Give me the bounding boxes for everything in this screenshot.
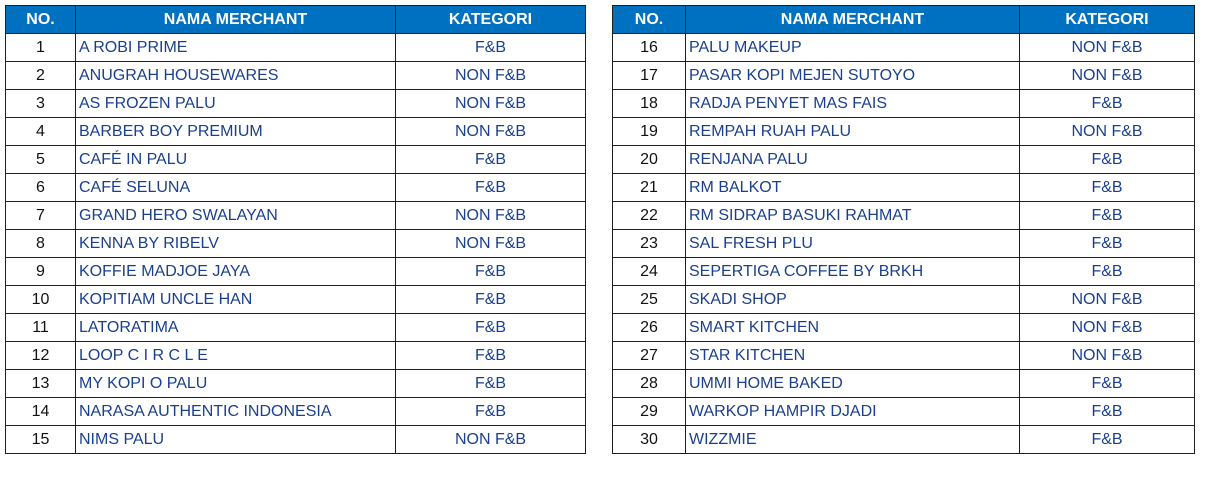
table-row bbox=[6, 286, 586, 314]
row-number: 3 bbox=[6, 90, 76, 118]
table-row bbox=[613, 342, 1195, 370]
category-cell: NON F&B bbox=[1020, 314, 1195, 342]
table-row bbox=[613, 426, 1195, 454]
table-row bbox=[613, 286, 1195, 314]
row-number: 9 bbox=[6, 258, 76, 286]
merchant-name-cell: SEPERTIGA COFFEE BY BRKH bbox=[686, 258, 1020, 286]
category-cell: NON F&B bbox=[396, 62, 586, 90]
merchant-name-cell: SMART KITCHEN bbox=[686, 314, 1020, 342]
category-cell: F&B bbox=[1020, 146, 1195, 174]
row-number: 8 bbox=[6, 230, 76, 258]
table-row bbox=[6, 398, 586, 426]
category-cell: F&B bbox=[1020, 426, 1195, 454]
table-row bbox=[613, 370, 1195, 398]
table-row bbox=[6, 230, 586, 258]
category-cell: NON F&B bbox=[1020, 342, 1195, 370]
row-number: 11 bbox=[6, 314, 76, 342]
merchant-name-cell: REMPAH RUAH PALU bbox=[686, 118, 1020, 146]
merchant-name-cell: WARKOP HAMPIR DJADI bbox=[686, 398, 1020, 426]
category-cell: F&B bbox=[396, 342, 586, 370]
table-row bbox=[613, 118, 1195, 146]
table-row bbox=[6, 370, 586, 398]
row-number: 21 bbox=[613, 174, 686, 202]
merchant-name-cell: LOOP C I R C L E bbox=[76, 342, 396, 370]
row-number: 22 bbox=[613, 202, 686, 230]
merchant-name-cell: SKADI SHOP bbox=[686, 286, 1020, 314]
table-row bbox=[613, 146, 1195, 174]
category-cell: F&B bbox=[1020, 230, 1195, 258]
row-number: 13 bbox=[6, 370, 76, 398]
table-row bbox=[6, 62, 586, 90]
table-header-row bbox=[6, 6, 586, 34]
merchant-name-cell: AS FROZEN PALU bbox=[76, 90, 396, 118]
merchant-name-cell: KOFFIE MADJOE JAYA bbox=[76, 258, 396, 286]
merchant-name-cell: STAR KITCHEN bbox=[686, 342, 1020, 370]
merchant-table-left bbox=[5, 5, 586, 454]
category-cell: F&B bbox=[396, 314, 586, 342]
merchant-name-cell: ANUGRAH HOUSEWARES bbox=[76, 62, 396, 90]
category-cell: F&B bbox=[1020, 258, 1195, 286]
merchant-name-cell: SAL FRESH PLU bbox=[686, 230, 1020, 258]
category-cell: NON F&B bbox=[396, 426, 586, 454]
merchant-name-cell: NARASA AUTHENTIC INDONESIA bbox=[76, 398, 396, 426]
table-row bbox=[613, 202, 1195, 230]
table-row bbox=[6, 118, 586, 146]
category-cell: NON F&B bbox=[1020, 62, 1195, 90]
row-number: 20 bbox=[613, 146, 686, 174]
row-number: 1 bbox=[6, 34, 76, 62]
category-cell: F&B bbox=[396, 146, 586, 174]
category-cell: F&B bbox=[396, 34, 586, 62]
table-row bbox=[613, 90, 1195, 118]
table-row bbox=[613, 398, 1195, 426]
merchant-name-cell: A ROBI PRIME bbox=[76, 34, 396, 62]
row-number: 4 bbox=[6, 118, 76, 146]
merchant-name-cell: PALU MAKEUP bbox=[686, 34, 1020, 62]
merchant-name-cell: BARBER BOY PREMIUM bbox=[76, 118, 396, 146]
merchant-name-cell: PASAR KOPI MEJEN SUTOYO bbox=[686, 62, 1020, 90]
header-category: KATEGORI bbox=[1020, 6, 1195, 34]
category-cell: NON F&B bbox=[396, 90, 586, 118]
header-merchant-name: NAMA MERCHANT bbox=[686, 6, 1020, 34]
merchant-name-cell: LATORATIMA bbox=[76, 314, 396, 342]
category-cell: F&B bbox=[396, 370, 586, 398]
merchant-name-cell: RENJANA PALU bbox=[686, 146, 1020, 174]
merchant-name-cell: MY KOPI O PALU bbox=[76, 370, 396, 398]
header-merchant-name: NAMA MERCHANT bbox=[76, 6, 396, 34]
table-row bbox=[6, 342, 586, 370]
category-cell: NON F&B bbox=[396, 118, 586, 146]
row-number: 29 bbox=[613, 398, 686, 426]
category-cell: F&B bbox=[1020, 202, 1195, 230]
category-cell: F&B bbox=[1020, 90, 1195, 118]
table-row bbox=[6, 90, 586, 118]
table-row bbox=[613, 62, 1195, 90]
row-number: 16 bbox=[613, 34, 686, 62]
header-category: KATEGORI bbox=[396, 6, 586, 34]
category-cell: NON F&B bbox=[1020, 118, 1195, 146]
table-row bbox=[613, 230, 1195, 258]
table-row bbox=[6, 314, 586, 342]
row-number: 12 bbox=[6, 342, 76, 370]
category-cell: F&B bbox=[1020, 174, 1195, 202]
merchant-name-cell: UMMI HOME BAKED bbox=[686, 370, 1020, 398]
table-header-row bbox=[613, 6, 1195, 34]
category-cell: F&B bbox=[396, 174, 586, 202]
table-row bbox=[613, 258, 1195, 286]
row-number: 5 bbox=[6, 146, 76, 174]
category-cell: NON F&B bbox=[396, 230, 586, 258]
row-number: 17 bbox=[613, 62, 686, 90]
row-number: 14 bbox=[6, 398, 76, 426]
row-number: 26 bbox=[613, 314, 686, 342]
merchant-name-cell: KOPITIAM UNCLE HAN bbox=[76, 286, 396, 314]
row-number: 7 bbox=[6, 202, 76, 230]
row-number: 27 bbox=[613, 342, 686, 370]
table-row bbox=[6, 34, 586, 62]
row-number: 28 bbox=[613, 370, 686, 398]
header-no: NO. bbox=[613, 6, 686, 34]
header-no: NO. bbox=[6, 6, 76, 34]
row-number: 25 bbox=[613, 286, 686, 314]
row-number: 2 bbox=[6, 62, 76, 90]
merchant-name-cell: CAFÉ SELUNA bbox=[76, 174, 396, 202]
row-number: 6 bbox=[6, 174, 76, 202]
table-row bbox=[6, 258, 586, 286]
table-row bbox=[613, 34, 1195, 62]
category-cell: F&B bbox=[396, 258, 586, 286]
category-cell: NON F&B bbox=[1020, 286, 1195, 314]
row-number: 18 bbox=[613, 90, 686, 118]
merchant-name-cell: NIMS PALU bbox=[76, 426, 396, 454]
row-number: 10 bbox=[6, 286, 76, 314]
table-row bbox=[613, 174, 1195, 202]
row-number: 24 bbox=[613, 258, 686, 286]
category-cell: NON F&B bbox=[1020, 34, 1195, 62]
row-number: 19 bbox=[613, 118, 686, 146]
merchant-name-cell: CAFÉ IN PALU bbox=[76, 146, 396, 174]
row-number: 23 bbox=[613, 230, 686, 258]
row-number: 30 bbox=[613, 426, 686, 454]
merchant-name-cell: GRAND HERO SWALAYAN bbox=[76, 202, 396, 230]
merchant-name-cell: RM SIDRAP BASUKI RAHMAT bbox=[686, 202, 1020, 230]
table-row bbox=[6, 202, 586, 230]
category-cell: NON F&B bbox=[396, 202, 586, 230]
table-row bbox=[6, 174, 586, 202]
table-row bbox=[6, 426, 586, 454]
merchant-name-cell: WIZZMIE bbox=[686, 426, 1020, 454]
category-cell: F&B bbox=[1020, 370, 1195, 398]
merchant-name-cell: RM BALKOT bbox=[686, 174, 1020, 202]
category-cell: F&B bbox=[1020, 398, 1195, 426]
row-number: 15 bbox=[6, 426, 76, 454]
merchant-name-cell: KENNA BY RIBELV bbox=[76, 230, 396, 258]
merchant-name-cell: RADJA PENYET MAS FAIS bbox=[686, 90, 1020, 118]
category-cell: F&B bbox=[396, 398, 586, 426]
table-row bbox=[613, 314, 1195, 342]
table-row bbox=[6, 146, 586, 174]
category-cell: F&B bbox=[396, 286, 586, 314]
merchant-table-right bbox=[612, 5, 1195, 454]
